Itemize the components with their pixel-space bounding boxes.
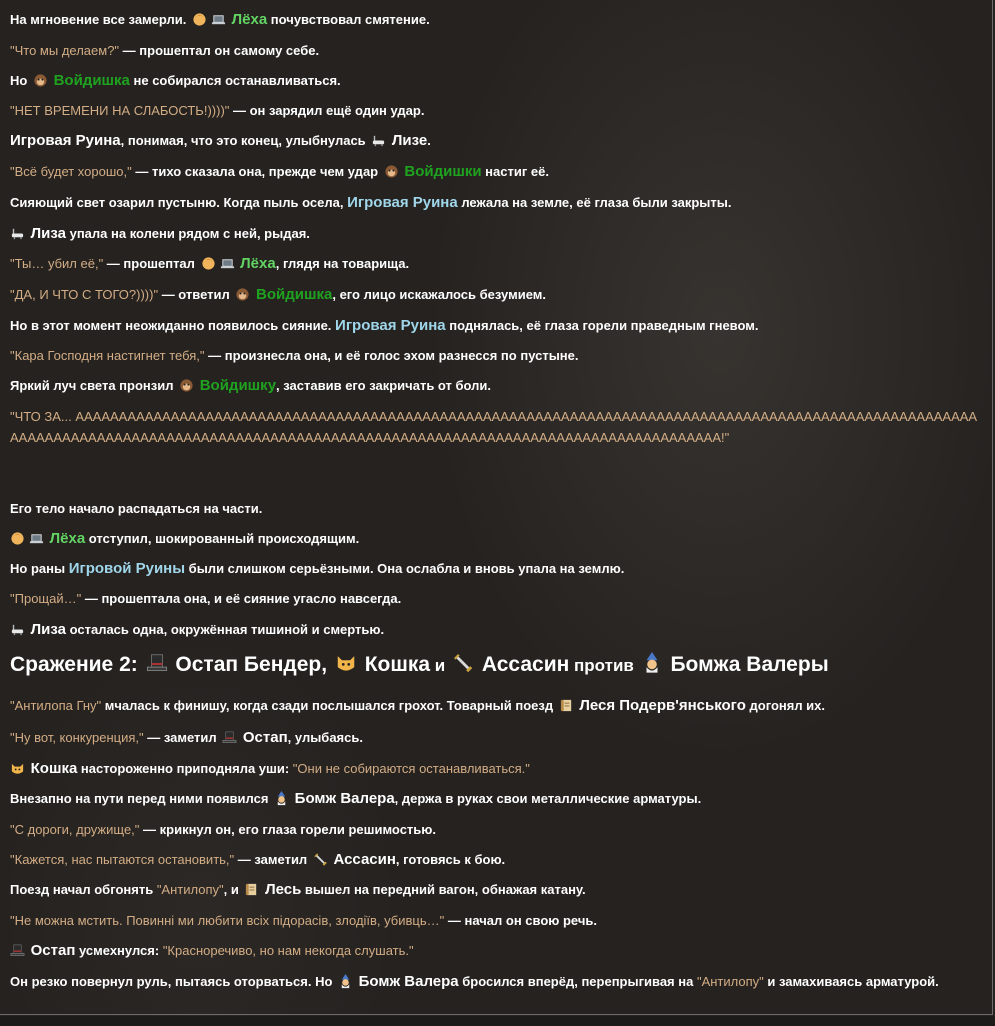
story-line: "Кара Господня настигнет тебя," — произнесла она, и её голос эхом разнесся по пустыне. — [10, 348, 579, 363]
quote-text: "Прощай…" — [10, 591, 82, 606]
quote-text: "Антилопа Гну" — [10, 698, 102, 713]
top-hat-icon — [10, 943, 25, 958]
character-name: Игровая Руина — [335, 317, 446, 334]
story-line: Кошка настороженно приподняла уши: "Они не собираются останавливаться." — [10, 760, 530, 777]
character-name: Лиза — [30, 225, 66, 242]
quote-text: "Антилопу" — [156, 882, 224, 897]
story-line: Но в этот момент неожиданно появилось сияние. Игровая Руина поднялась, её глаза горели праведным гневом. — [10, 317, 759, 334]
quote-text: "Ну вот, конкуренция," — [10, 730, 144, 745]
quote-text: "Красноречиво, но нам некогда слушать." — [162, 943, 414, 958]
quote-text: "Не можна мстить. Повинні ми любити всіх підорасів, злодіїв, убивць…" — [10, 913, 445, 928]
laptop-icon — [29, 531, 44, 546]
dagger-icon — [313, 852, 328, 867]
quote-text: "Ты… убил её," — [10, 256, 104, 271]
story-line: Внезапно на пути перед ними появился Бомж Валера, держа в руках свои металлические арматуры. — [10, 790, 702, 807]
story-line: Но раны Игровой Руины были слишком серьёзными. Она ослабла и вновь упала на землю. — [10, 560, 625, 577]
cat-icon — [10, 761, 25, 776]
story-line: "Ты… убил её," — прошептал Лёха, глядя на товарища. — [10, 255, 410, 272]
battle-heading: Сражение 2: Остап Бендер, Кошка и Ассасин против Бомжа Валеры — [10, 653, 829, 676]
bathtub-icon — [10, 622, 25, 637]
character-name: Лиза — [30, 621, 66, 638]
character-name: Бомж Валера — [294, 790, 395, 807]
quote-text: "Они не собираются останавливаться." — [292, 761, 530, 776]
story-line: "Всё будет хорошо," — тихо сказала она, прежде чем удар Войдишки настиг её. — [10, 163, 549, 180]
quote-text: "ЧТО ЗА... АААААААААААААААААААААААААААААААААААААААААААААААААААААААААААААААААААААААААААААААААААААААААААААААААААААААААААААААААААААААААААААААААААААААААААААААААААААААААААААААААААААААААААААААААААААААААА!" — [10, 409, 978, 445]
character-name: Лёха — [231, 11, 268, 28]
story-line — [10, 406, 985, 448]
quote-text: "С дороги, дружище," — [10, 822, 140, 837]
laptop-icon — [220, 256, 235, 271]
quote-text: "ДА, И ЧТО С ТОГО?))))" — [10, 287, 159, 302]
quote-text: "Кара Господня настигнет тебя," — [10, 348, 205, 363]
character-name: Ассасин — [333, 851, 396, 868]
top-hat-icon — [146, 652, 168, 674]
dagger-icon — [452, 652, 474, 674]
quote-text: "НЕТ ВРЕМЕНИ НА СЛАБОСТЬ!))))" — [10, 103, 230, 118]
story-line: "Ну вот, конкуренция," — заметил Остап, улыбаясь. — [10, 729, 363, 746]
character-name: Бомж Валера — [358, 973, 459, 990]
character-name: Остап — [242, 729, 288, 746]
story-line: "С дороги, дружище," — крикнул он, его глаза горели решимостью. — [10, 822, 437, 837]
story-line: "Антилопа Гну" мчалась к финишу, когда сзади послышался грохот. Товарный поезд Леся Подерв'янського догонял их. — [10, 697, 826, 714]
mage-icon — [274, 791, 289, 806]
top-hat-icon — [222, 730, 237, 745]
story-line: Игровая Руина, понимая, что это конец, улыбнулась Лизе. — [10, 132, 431, 149]
character-name: Леся Подерв'янського — [579, 697, 746, 714]
character-name: Лёха — [49, 530, 86, 547]
story-line: Поезд начал обгонять "Антилопу", и Лесь вышел на передний вагон, обнажая катану. — [10, 881, 586, 898]
scroll-icon — [559, 698, 574, 713]
person-icon — [10, 531, 25, 546]
story-line: "Что мы делаем?" — прошептал он самому себе. — [10, 43, 320, 58]
story-line: Но Войдишка не собирался останавливаться. — [10, 72, 341, 89]
story-line: "Прощай…" — прошептала она, и её сияние угасло навсегда. — [10, 591, 402, 606]
person-icon — [192, 12, 207, 27]
monkey-icon — [235, 287, 250, 302]
story-line: Лёха отступил, шокированный происходящим. — [10, 530, 359, 547]
character-name: Кошка — [30, 760, 78, 777]
quote-text: "Кажется, нас пытаются остановить," — [10, 852, 235, 867]
quote-text: "Всё будет хорошо," — [10, 164, 132, 179]
quote-text: "Антилопу" — [696, 974, 764, 989]
character-name: Войдишки — [404, 163, 482, 180]
scroll-icon — [244, 882, 259, 897]
story-line: Сияющий свет озарил пустыню. Когда пыль осела, Игровая Руина лежала на земле, её глаза были закрыты. — [10, 194, 732, 211]
character-name: Остап — [30, 942, 76, 959]
character-name: Игровая Руина — [347, 194, 458, 211]
story-line: "НЕТ ВРЕМЕНИ НА СЛАБОСТЬ!))))" — он зарядил ещё один удар. — [10, 103, 425, 118]
monkey-icon — [33, 73, 48, 88]
bathtub-icon — [10, 226, 25, 241]
story-line: Лиза упала на колени рядом с ней, рыдая. — [10, 225, 310, 242]
mage-icon — [338, 974, 353, 989]
character-name: Войдишка — [256, 286, 333, 303]
monkey-icon — [384, 164, 399, 179]
monkey-icon — [179, 378, 194, 393]
character-name: Игровая Руина — [10, 132, 121, 149]
story-line: "Не можна мстить. Повинні ми любити всіх підорасів, злодіїв, убивць…" — начал он свою речь. — [10, 913, 597, 928]
story-line: "ДА, И ЧТО С ТОГО?))))" — ответил Войдишка, его лицо искажалось безумием. — [10, 286, 546, 303]
story-line: Яркий луч света пронзил Войдишку, заставив его закричать от боли. — [10, 377, 492, 394]
character-name: Лёха — [240, 255, 276, 272]
story-line: Он резко повернул руль, пытаясь оторваться. Но Бомж Валера бросился вперёд, перепрыгивая на "Антилопу" и замахиваясь арматурой. — [10, 973, 939, 990]
character-name: Войдишку — [199, 377, 277, 394]
character-name: Войдишка — [53, 72, 130, 89]
quote-text: "Что мы делаем?" — [10, 43, 120, 58]
story-line: Лиза осталась одна, окружённая тишиной и смертью. — [10, 621, 384, 638]
story-line: Остап усмехнулся: "Красноречиво, но нам некогда слушать." — [10, 942, 414, 959]
bathtub-icon — [371, 133, 386, 148]
cat-icon — [335, 652, 357, 674]
character-name: Лесь — [265, 881, 302, 898]
story-line: На мгновение все замерли. Лёха почувствовал смятение. — [10, 11, 430, 28]
story-log[interactable] — [10, 0, 985, 1015]
story-line: "Кажется, нас пытаются остановить," — заметил Ассасин, готовясь к бою. — [10, 851, 506, 868]
person-icon — [201, 256, 216, 271]
mage-icon — [641, 652, 663, 674]
laptop-icon — [211, 12, 226, 27]
story-line: Его тело начало распадаться на части. — [10, 501, 263, 516]
character-name: Игровой Руины — [68, 560, 186, 577]
bottom-bar — [0, 1016, 995, 1026]
character-name: Лизе — [391, 132, 428, 149]
